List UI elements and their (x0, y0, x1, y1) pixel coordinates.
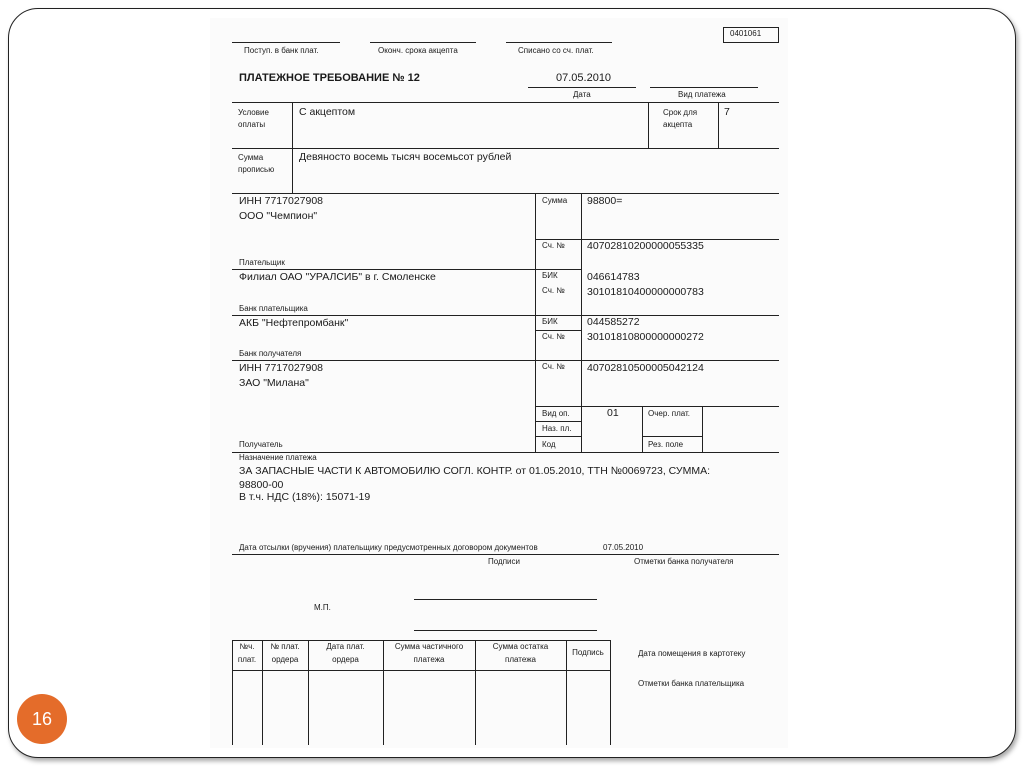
form-date: 07.05.2010 (556, 72, 612, 84)
code-label: Код (542, 440, 556, 449)
grid-line (232, 315, 779, 316)
payment-type-line (650, 87, 758, 88)
payer-label: Плательщик (239, 258, 285, 267)
amount-words-value: Девяносто восемь тысяч восемьсот рублей (299, 151, 512, 163)
grid-line (232, 148, 779, 149)
payer-bik-label: БИК (542, 271, 558, 280)
recipient-bik-value: 044585272 (587, 316, 640, 328)
purpose-code-label: Наз. пл. (542, 424, 572, 433)
grid-line (535, 330, 581, 331)
table-header-line (232, 670, 610, 671)
form-code: 0401061 (730, 29, 762, 38)
payer-bank-label: Банк плательщика (239, 304, 308, 313)
dispatch-label: Дата отсылки (вручения) плательщику предусмотренных договором документов (239, 543, 538, 552)
grid-line (642, 436, 702, 437)
op-type-label: Вид оп. (542, 409, 570, 418)
payment-condition-label-2: оплаты (238, 120, 266, 129)
payer-bank-marks: Отметки банка плательщика (638, 679, 745, 688)
purpose-label: Назначение платежа (239, 453, 317, 462)
recipient-name: ЗАО "Милана" (239, 377, 309, 389)
payment-condition-label: Условие (238, 108, 269, 117)
payer-corr-label: Сч. № (542, 286, 565, 295)
purpose-line-3: В т.ч. НДС (18%): 15071-19 (239, 491, 371, 503)
form-title: ПЛАТЕЖНОЕ ТРЕБОВАНИЕ № 12 (239, 72, 420, 84)
dispatch-date: 07.05.2010 (603, 543, 644, 552)
payer-bik-value: 046614783 (587, 271, 640, 283)
date-line (528, 87, 636, 88)
accept-term-label: Срок для (663, 108, 698, 117)
payer-name: ООО "Чемпион" (239, 210, 318, 222)
grid-line (232, 269, 581, 270)
grid-line (292, 102, 293, 193)
table-header-cell: платежа (504, 655, 536, 664)
table-top-line (232, 640, 610, 641)
dispatch-line (232, 554, 779, 555)
table-header-cell: Сумма частичного (394, 642, 464, 651)
purpose-line-2: 98800-00 (239, 479, 284, 491)
payment-request-form (210, 18, 788, 748)
grid-line (232, 102, 779, 103)
accept-end-label: Оконч. срока акцепта (378, 46, 458, 55)
signatures-label: Подписи (488, 557, 520, 566)
table-header-cell: Сумма остатка (492, 642, 549, 651)
grid-line (648, 102, 649, 148)
payment-condition-value: С акцептом (299, 106, 356, 118)
table-col-line (610, 640, 611, 745)
grid-line (232, 193, 779, 194)
recipient-account-label: Сч. № (542, 362, 565, 371)
recipient-bank-label: Банк получателя (239, 349, 302, 358)
recipient-bik-label: БИК (542, 317, 558, 326)
sum-label: Сумма (542, 196, 568, 205)
payer-inn: ИНН 7717027908 (239, 195, 324, 207)
payer-account-label: Сч. № (542, 241, 565, 250)
grid-line (581, 193, 582, 452)
table-header-cell: № плат. (270, 642, 300, 651)
slide-number-badge (17, 694, 67, 744)
payer-corr-value: 30101810400000000783 (587, 286, 704, 298)
priority-label: Очер. плат. (648, 409, 691, 418)
table-header-cell: ордера (271, 655, 299, 664)
received-line (232, 42, 340, 43)
table-header-cell: Дата плат. (326, 642, 365, 651)
purpose-line-1: ЗА ЗАПАСНЫЕ ЧАСТИ К АВТОМОБИЛЮ СОГЛ. КОНТР. от 01.05.2010, ТТН №0069723, СУММА: (239, 465, 710, 477)
recipient-corr-value: 30101810800000000272 (587, 331, 704, 343)
signature-line-1 (414, 599, 597, 600)
debited-line (506, 42, 612, 43)
table-header-cell: ордера (332, 655, 359, 664)
grid-line (535, 193, 536, 452)
slide-number: 16 (31, 708, 53, 729)
reserve-label: Рез. поле (648, 440, 684, 449)
table-header-cell: №ч. (239, 642, 255, 651)
signature-line-2 (414, 630, 597, 631)
recipient-bank-marks: Отметки банка получателя (634, 557, 734, 566)
payer-account-value: 40702810200000055335 (587, 240, 704, 252)
debited-label: Списано со сч. плат. (518, 46, 594, 55)
accept-end-line (370, 42, 476, 43)
grid-line (232, 360, 779, 361)
recipient-account-value: 40702810500005042124 (587, 362, 704, 374)
table-header-cell: Подпись (572, 648, 604, 657)
accept-term-value: 7 (724, 106, 730, 118)
grid-line (535, 406, 779, 407)
recipient-bank-name: АКБ "Нефтепромбанк" (239, 317, 349, 329)
grid-line (535, 436, 581, 437)
grid-line (535, 421, 581, 422)
sum-value: 98800= (587, 195, 623, 207)
date-label: Дата (573, 90, 591, 99)
table-header-cell: плат. (237, 655, 257, 664)
recipient-label: Получатель (239, 440, 283, 449)
recipient-inn: ИНН 7717027908 (239, 362, 324, 374)
accept-term-label-2: акцепта (663, 120, 693, 129)
grid-line (718, 102, 719, 148)
payment-type-label: Вид платежа (678, 90, 726, 99)
table-header-cell: платежа (413, 655, 445, 664)
grid-line (642, 406, 643, 452)
payer-bank-name: Филиал ОАО "УРАЛСИБ" в г. Смоленске (239, 271, 436, 283)
stamp-label: М.П. (314, 603, 331, 612)
card-date-label: Дата помещения в картотеку (638, 649, 746, 658)
op-type-value: 01 (607, 407, 619, 419)
amount-words-label: Сумма (238, 153, 264, 162)
grid-line (702, 406, 703, 452)
amount-words-label-2: прописью (238, 165, 275, 174)
recipient-corr-label: Сч. № (542, 332, 565, 341)
received-label: Поступ. в банк плат. (244, 46, 319, 55)
